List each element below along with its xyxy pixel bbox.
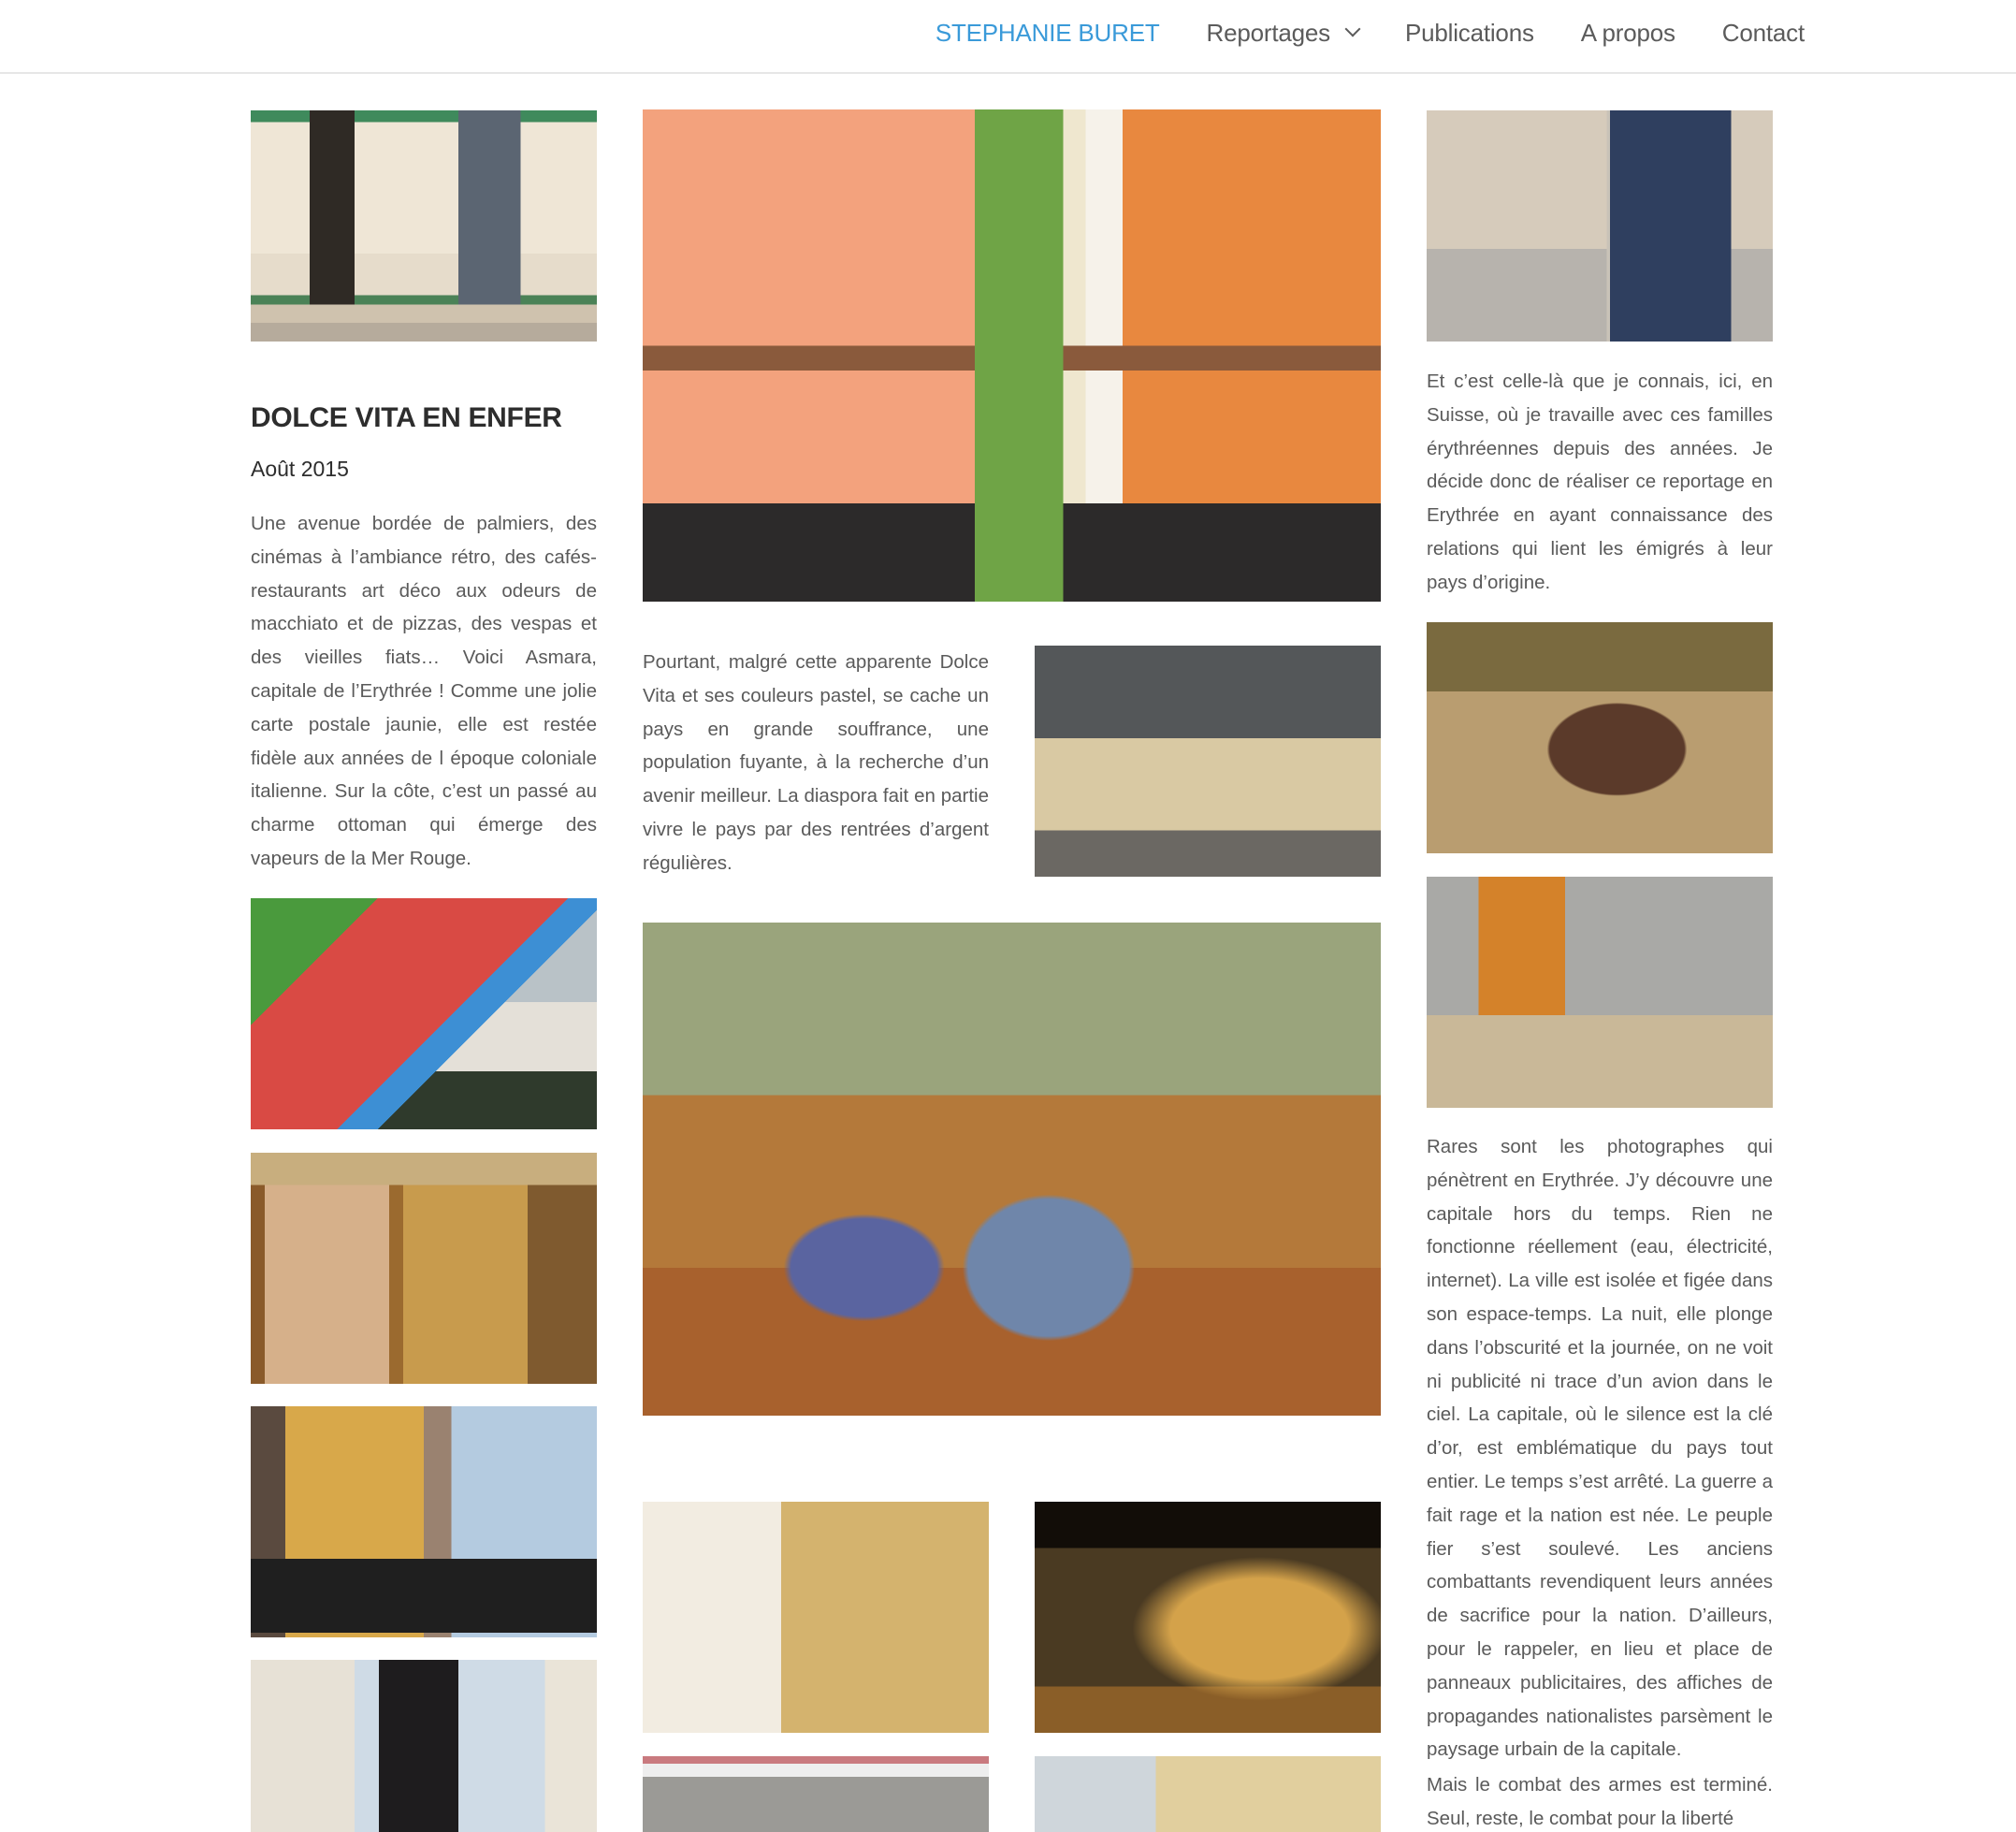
photo-cafe-counter[interactable] <box>643 109 1381 602</box>
photo-girl-veil[interactable] <box>251 1660 597 1832</box>
photo-window-curtain[interactable] <box>643 1756 989 1832</box>
photo-rusted-tank[interactable] <box>1427 622 1773 853</box>
photo-palm-building[interactable] <box>1035 1756 1381 1832</box>
nav-item-a-propos[interactable]: A propos <box>1580 18 1675 47</box>
article-title: DOLCE VITA EN ENFER <box>251 402 562 433</box>
nav-item-reportages[interactable] <box>1207 19 1358 48</box>
paragraph-mais: Mais le combat des armes est terminé. Seul, reste, le combat pour la liberté <box>1427 1774 1773 1829</box>
photo-spice-mill[interactable] <box>643 923 1381 1416</box>
photo-pharmacy[interactable] <box>251 1153 597 1384</box>
paragraph-intro: Une avenue bordée de palmiers, des cinémas à l’ambiance rétro, des cafés-restaurants art déco aux odeurs de macchiato et de pizzas, des vespas et des vieilles fiats… Voici Asmara, capitale de l’Erythrée ! Comme une jolie carte postale jaunie, elle est restée fidèle aux années de l époque coloniale italienne. Sur la côte, c’est un passé au charme ottoman qui émerge des vapeurs de la Mer Rouge. <box>251 513 597 869</box>
photo-welcome-eritrea[interactable] <box>251 1406 597 1637</box>
photo-billboard-man[interactable] <box>1427 877 1773 1108</box>
article-date: Août 2015 <box>251 457 349 481</box>
paragraph-suisse: Et c’est celle-là que je connais, ici, en Suisse, où je travaille avec ces familles érythréennes depuis des années. Je décide donc de réaliser ce reportage en Erythrée en ayant connaissance des relations qui lient les émigrés à leur pays d’origine. <box>1427 371 1773 593</box>
site-header <box>0 0 2016 74</box>
paragraph-rares: Rares sont les photographes qui pénètrent en Erythrée. J’y découvre une capitale hors du temps. Rien ne fonctionne réellement (eau, électricité, internet). La ville est isolée et figée dans son espace-temps. La nuit, elle plonge dans l’obscurité et la journée, on ne voit ni publicité ni trace d’un avion dans le ciel. La capitale, où le silence est la clé d’or, est emblématique du pays tout entier. Le temps s’est arrêté. La guerre a fait rage et la nation est née. Le peuple fier s’est soulevé. Les anciens combattants revendiquent leurs années de sacrifice pour la nation. D’ailleurs, pour le rappeler, en lieu et place de panneaux publicitaires, des affiches de propagandes nationalistes parsèment le paysage urbain de la capitale. <box>1427 1136 1773 1761</box>
photo-cinema-dante[interactable] <box>251 110 597 342</box>
photo-flag-celebration[interactable] <box>251 898 597 1129</box>
photo-building-storm[interactable] <box>1035 646 1381 877</box>
photo-night-building[interactable] <box>1035 1502 1381 1733</box>
nav-item-label: Reportages <box>1206 18 1330 47</box>
brand-link[interactable]: STEPHANIE BURET <box>935 18 1160 47</box>
nav-item-publications[interactable]: Publications <box>1404 18 1534 47</box>
photo-proud-poster[interactable] <box>1427 110 1773 342</box>
paragraph-pourtant: Pourtant, malgré cette apparente Dolce Vita et ses couleurs pastel, se cache un pays en grande souffrance, une population fuyante, à la recherche d’un avenir meilleur. La diaspora fait en partie vivre le pays par des rentrées d’argent régulières. <box>643 651 989 874</box>
nav-item-contact[interactable]: Contact <box>1721 18 1805 47</box>
chevron-down-icon <box>1344 22 1360 37</box>
photo-coffee-ceremony[interactable] <box>643 1502 989 1733</box>
main-nav <box>935 0 1805 65</box>
